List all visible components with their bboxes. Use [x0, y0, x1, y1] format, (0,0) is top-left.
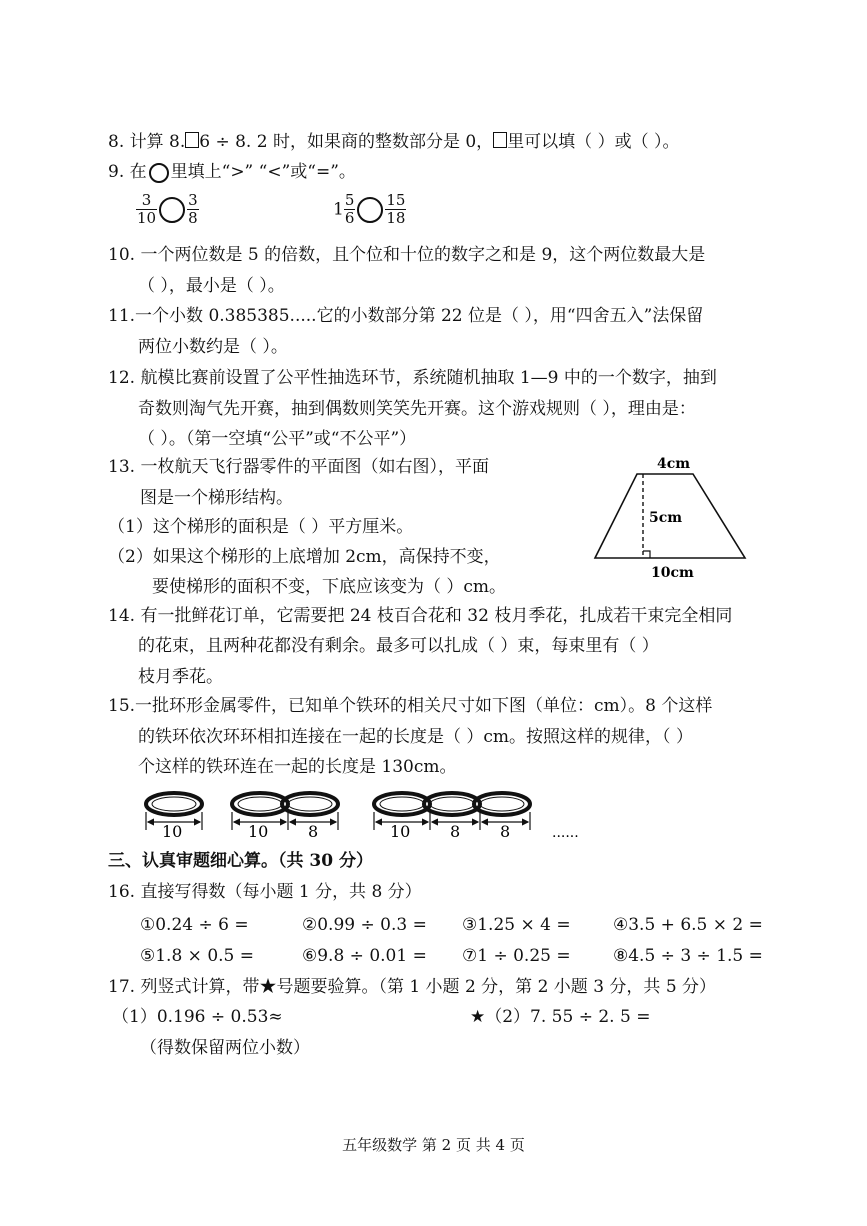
blank-box-icon [493, 132, 507, 148]
q17-title: 17. 列竖式计算，带★号题要验算。（第 1 小题 2 分，第 2 小题 3 分，共 5 分） [108, 977, 717, 997]
q12-line3: （ ）。（第一空填“公平”或“不公平”） [138, 429, 417, 449]
section-3-title: 三、认真审题细心算。（共 30 分） [108, 851, 373, 871]
height-label: 5cm [649, 510, 683, 526]
q16-item-8: ⑧4.5 ÷ 3 ÷ 1.5 = [613, 946, 763, 966]
q14-line3: 枝月季花。 [138, 667, 223, 687]
ring3-label-b: 8 [450, 822, 461, 841]
q8-text-b: 6 ÷ 8. 2 时，如果商的整数部分是 0， [199, 132, 494, 152]
compare-circle[interactable] [159, 197, 185, 223]
bottom-base-label: 10cm [651, 565, 694, 581]
blank-box-icon [185, 132, 199, 148]
q15-line2: 的铁环依次环环相扣连接在一起的长度是（ ）cm。按照这样的规律，（ ） [138, 727, 693, 747]
q13-line3: （1）这个梯形的面积是（ ）平方厘米。 [108, 517, 414, 537]
q9-line [108, 161, 356, 183]
ring3-label-a: 10 [390, 822, 411, 841]
ring3-label-c: 8 [500, 822, 511, 841]
q13-line2: 图是一个梯形结构。 [140, 488, 293, 508]
q16-item-4: ④3.5 + 6.5 × 2 = [613, 915, 763, 935]
q11-line2: 两位小数约是（ ）。 [138, 337, 288, 357]
fraction: $\frac{5}{6}$ [344, 191, 355, 227]
q12-line2: 奇数则淘气先开赛，抽到偶数则笑笑先开赛。这个游戏规则（ ），理由是： [138, 399, 696, 419]
circle-icon [149, 163, 169, 183]
q13-line4: （2）如果这个梯形的上底增加 2cm，高保持不变， [108, 547, 501, 567]
q8-line [108, 131, 680, 153]
q17-note: （得数保留两位小数） [140, 1038, 310, 1058]
ring2-label-b: 8 [308, 822, 319, 841]
q16-item-5: ⑤1.8 × 0.5 = [140, 946, 255, 966]
top-base-label: 4cm [657, 456, 691, 472]
fraction: $\frac{3}{10}$ [137, 191, 157, 227]
right-angle-icon [643, 551, 650, 558]
q17-part2: ★（2）7. 55 ÷ 2. 5 = [470, 1007, 651, 1027]
page-footer: 五年级数学 第 2 页 共 4 页 [342, 1136, 525, 1154]
q13-line1: 13. 一枚航天飞行器零件的平面图（如右图），平面 [108, 457, 489, 477]
q9-text-a: 9. 在 [108, 162, 147, 182]
q16-item-7: ⑦1 ÷ 0.25 = [462, 946, 571, 966]
q8-text-c: 里可以填（ ）或（ ）。 [507, 132, 680, 152]
q16-item-1: ①0.24 ÷ 6 = [140, 915, 249, 935]
q9-compare-2 [333, 192, 406, 227]
q12-line1: 12. 航模比赛前设置了公平性抽选环节，系统随机抽取 1—9 中的一个数字，抽到 [108, 368, 717, 388]
q9-compare-1 [136, 192, 199, 227]
q8-text-a: 8. 计算 8. [108, 132, 186, 152]
q15-line3: 个这样的铁环连在一起的长度是 130cm。 [138, 757, 457, 777]
ring1-label: 10 [162, 822, 183, 841]
ellipsis-label: ...... [552, 825, 579, 841]
q9-text-b: 里填上“>” “<”或“=”。 [170, 162, 356, 182]
fraction: $\frac{15}{18}$ [386, 191, 406, 227]
q10-line1: 10. 一个两位数是 5 的倍数，且个位和十位的数字之和是 9，这个两位数最大是 [108, 245, 706, 265]
q16-item-6: ⑥9.8 ÷ 0.01 = [302, 946, 427, 966]
q16-item-3: ③1.25 × 4 = [462, 915, 571, 935]
q16-item-2: ②0.99 ÷ 0.3 = [302, 915, 427, 935]
q14-line1: 14. 有一批鲜花订单，它需要把 24 枝百合花和 32 枝月季花，扎成若干束完全相同 [108, 606, 733, 626]
ring2-label-a: 10 [248, 822, 269, 841]
mixed-whole: 1 [333, 199, 344, 220]
q16-title: 16. 直接写得数（每小题 1 分，共 8 分） [108, 882, 422, 902]
q11-line1: 11.一个小数 0.385385.....它的小数部分第 22 位是（ ），用“四舍五入”法保留 [108, 306, 704, 326]
q13-line5: 要使梯形的面积不变，下底应该变为（ ）cm。 [152, 577, 507, 597]
q10-line2: （ ），最小是（ ）。 [138, 276, 285, 296]
rings-figure [138, 786, 598, 842]
q14-line2: 的花束，且两种花都没有剩余。最多可以扎成（ ）束，每束里有（ ） [138, 636, 659, 656]
q17-part1: （1）0.196 ÷ 0.53≈ [112, 1007, 283, 1027]
compare-circle[interactable] [357, 197, 383, 223]
q15-line1: 15.一批环形金属零件，已知单个铁环的相关尺寸如下图（单位：cm）。8 个这样 [108, 696, 713, 716]
fraction: $\frac{3}{8}$ [188, 191, 198, 227]
trapezoid-figure [585, 452, 755, 582]
